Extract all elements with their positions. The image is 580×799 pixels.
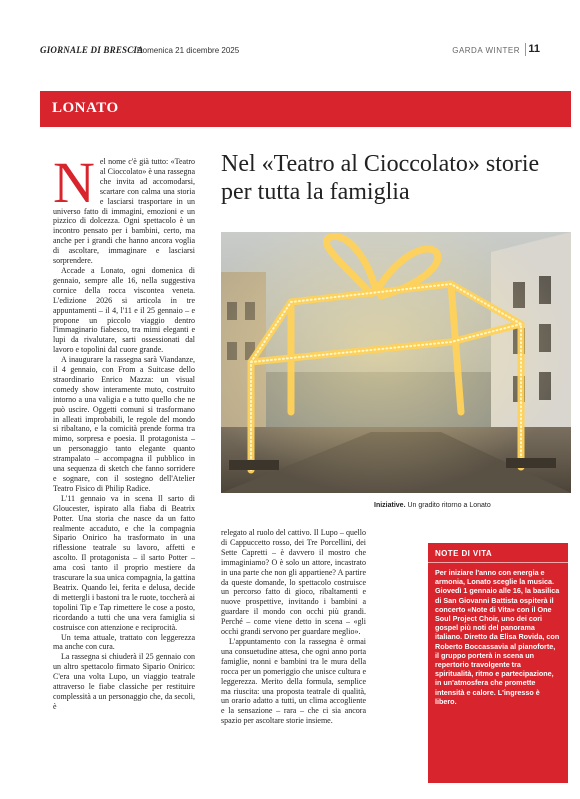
article-paragraph: La rassegna si chiuderà il 25 gennaio con un altro spettacolo firmato Sipario Onirico: C'era una volta Lupo, un viaggio teatrale attraverso le fiabe classiche per restituire complessità a un personaggio che, da secoli, è: [53, 652, 195, 711]
article-column-2: [221, 528, 366, 726]
paragraph-text: el nome c'è già tutto: «Teatro al Cioccolato» è una rassegna che invita ad accomodarsi, scartare con calma una storia e lasciarsi trasportare in un universo fatto di immagini, emozioni e un pizzico di dolcezza. Ogni spettacolo è un incontro pensato per i bambini, certo, ma anche per i grandi che hanno ancora voglia di ascoltare, immaginare e lasciarsi sorprendere.: [53, 157, 195, 266]
photo-caption: [374, 502, 574, 509]
caption-text: Un gradito ritorno a Lonato: [405, 502, 491, 509]
page-header: [40, 43, 540, 59]
article-paragraph: [53, 150, 195, 266]
gift-light-arch-illustration: [221, 232, 571, 493]
sidebar-note-box: [428, 543, 568, 783]
article-headline: Nel «Teatro al Cioccolato» storie per tutta la famiglia: [221, 151, 540, 205]
note-box-divider: [428, 562, 568, 563]
article-photo: [221, 232, 571, 493]
section-banner: [40, 91, 571, 127]
article-paragraph: L'11 gennaio va in scena Il sarto di Gloucester, ispirato alla fiaba di Beatrix Potter. Una storia che nasce da un fatto realmente accaduto, e che la compagnia Sipario Onirico ha trasformato in una riflessione teatrale su lavoro, affetti e ascolto. Il protagonista – il sarto Potter – ama così tanto il proprio mestiere da trascurare la sua unica compagnia, la gattina Beatrix. Quando lei, ferita e delusa, decide di mettergli i bastoni tra le ruote, toccherà ai topolini Tip e Tap rimettere le cose a posto, ricordando a tutti che una vera famiglia si costruisce con attenzione e reciprocità.: [53, 493, 195, 632]
note-box-title: NOTE DI VITA: [435, 549, 493, 558]
article-paragraph: Un tema attuale, trattato con leggerezza ma anche con cura.: [53, 632, 195, 652]
article-paragraph: A inaugurare la rassegna sarà Viandanze, il 4 gennaio, con From a Suitcase dello straordinario Enrico Mazza: un visual comedy show interamente muto, costruito intorno a una valigia e a tutto quello che ne può uscire. Oggetti comuni si trasformano in alleati improbabili, le regole del mondo si ribaltano, e la comicità prende forma tra mimo, sorpresa e poesia. Il protagonista – un personaggio tanto elegante quanto strampalato – accompagna il pubblico in una sequenza di sketch che fanno sorridere e sognare, con il sostegno dell'Atelier Teatro Fisico di Philip Radice.: [53, 355, 195, 493]
section-label: GARDA WINTER: [452, 46, 520, 55]
header-divider: [525, 43, 526, 56]
page-number: 11: [528, 43, 540, 55]
drop-cap: N: [53, 150, 95, 215]
newspaper-brand: GIORNALE DI BRESCIA: [40, 45, 144, 55]
section-banner-title: LONATO: [52, 100, 119, 116]
note-box-body: Per iniziare l'anno con energia e armonia, Lonato sceglie la musica. Giovedì 1 gennaio alle 16, la basilica di San Giovanni Battista ospiterà il concerto «Note di Vita» con il One Soul Project Choir, uno dei cori gospel più noti del panorama italiano. Diretto da Elisa Rovida, con Roberto Boccassavia al pianoforte, il gruppo porterà in scena un repertorio travolgente tra spiritualità, ritmo e partecipazione, in un'atmosfera che promette intensità e calore. L'ingresso è libero.: [435, 568, 560, 706]
article-paragraph: Accade a Lonato, ogni domenica di gennaio, sempre alle 16, nella suggestiva cornice della rocca viscontea veneta. L'edizione 2026 si articola in tre appuntamenti – il 4, l'11 e il 25 gennaio – e propone un piccolo viaggio dentro l'immaginario fiabesco, tra mimi eleganti e lupi da rivalutare, sarti ossessionati dal lavoro e topolini dal cuore grande.: [53, 265, 195, 355]
article-paragraph: relegato al ruolo del cattivo. Il Lupo – quello di Cappuccetto rosso, dei Tre Porcellini, dei Sette Capretti – è davvero il mostro che immaginiamo? O è solo un attore, incastrato in una parte che non gli appartiene? A partire da queste domande, lo spettacolo costruisce un percorso fatto di gioco, ribaltamenti e nuove prospettive, invitando i bambini a guardare il mondo con occhi più grandi. Perché – come viene detto in scena – «gli occhi grandi servono per guardare meglio».: [221, 528, 366, 637]
article-paragraph: L'appuntamento con la rassegna è ormai una consuetudine attesa, che ogni anno porta famiglie, nonni e bambini tra le mura della rocca per un pomeriggio che unisce cultura e leggerezza. Merito della formula, semplice ma riuscita: una proposta teatrale di qualità, un orario adatto a tutti, un clima accogliente e la sensazione – rara – che ci sia ancora spazio per ascoltare storie insieme.: [221, 636, 366, 726]
caption-lead: Iniziative.: [374, 502, 406, 509]
article-column-1: [53, 150, 195, 712]
issue-date: · Domenica 21 dicembre 2025: [132, 46, 240, 55]
